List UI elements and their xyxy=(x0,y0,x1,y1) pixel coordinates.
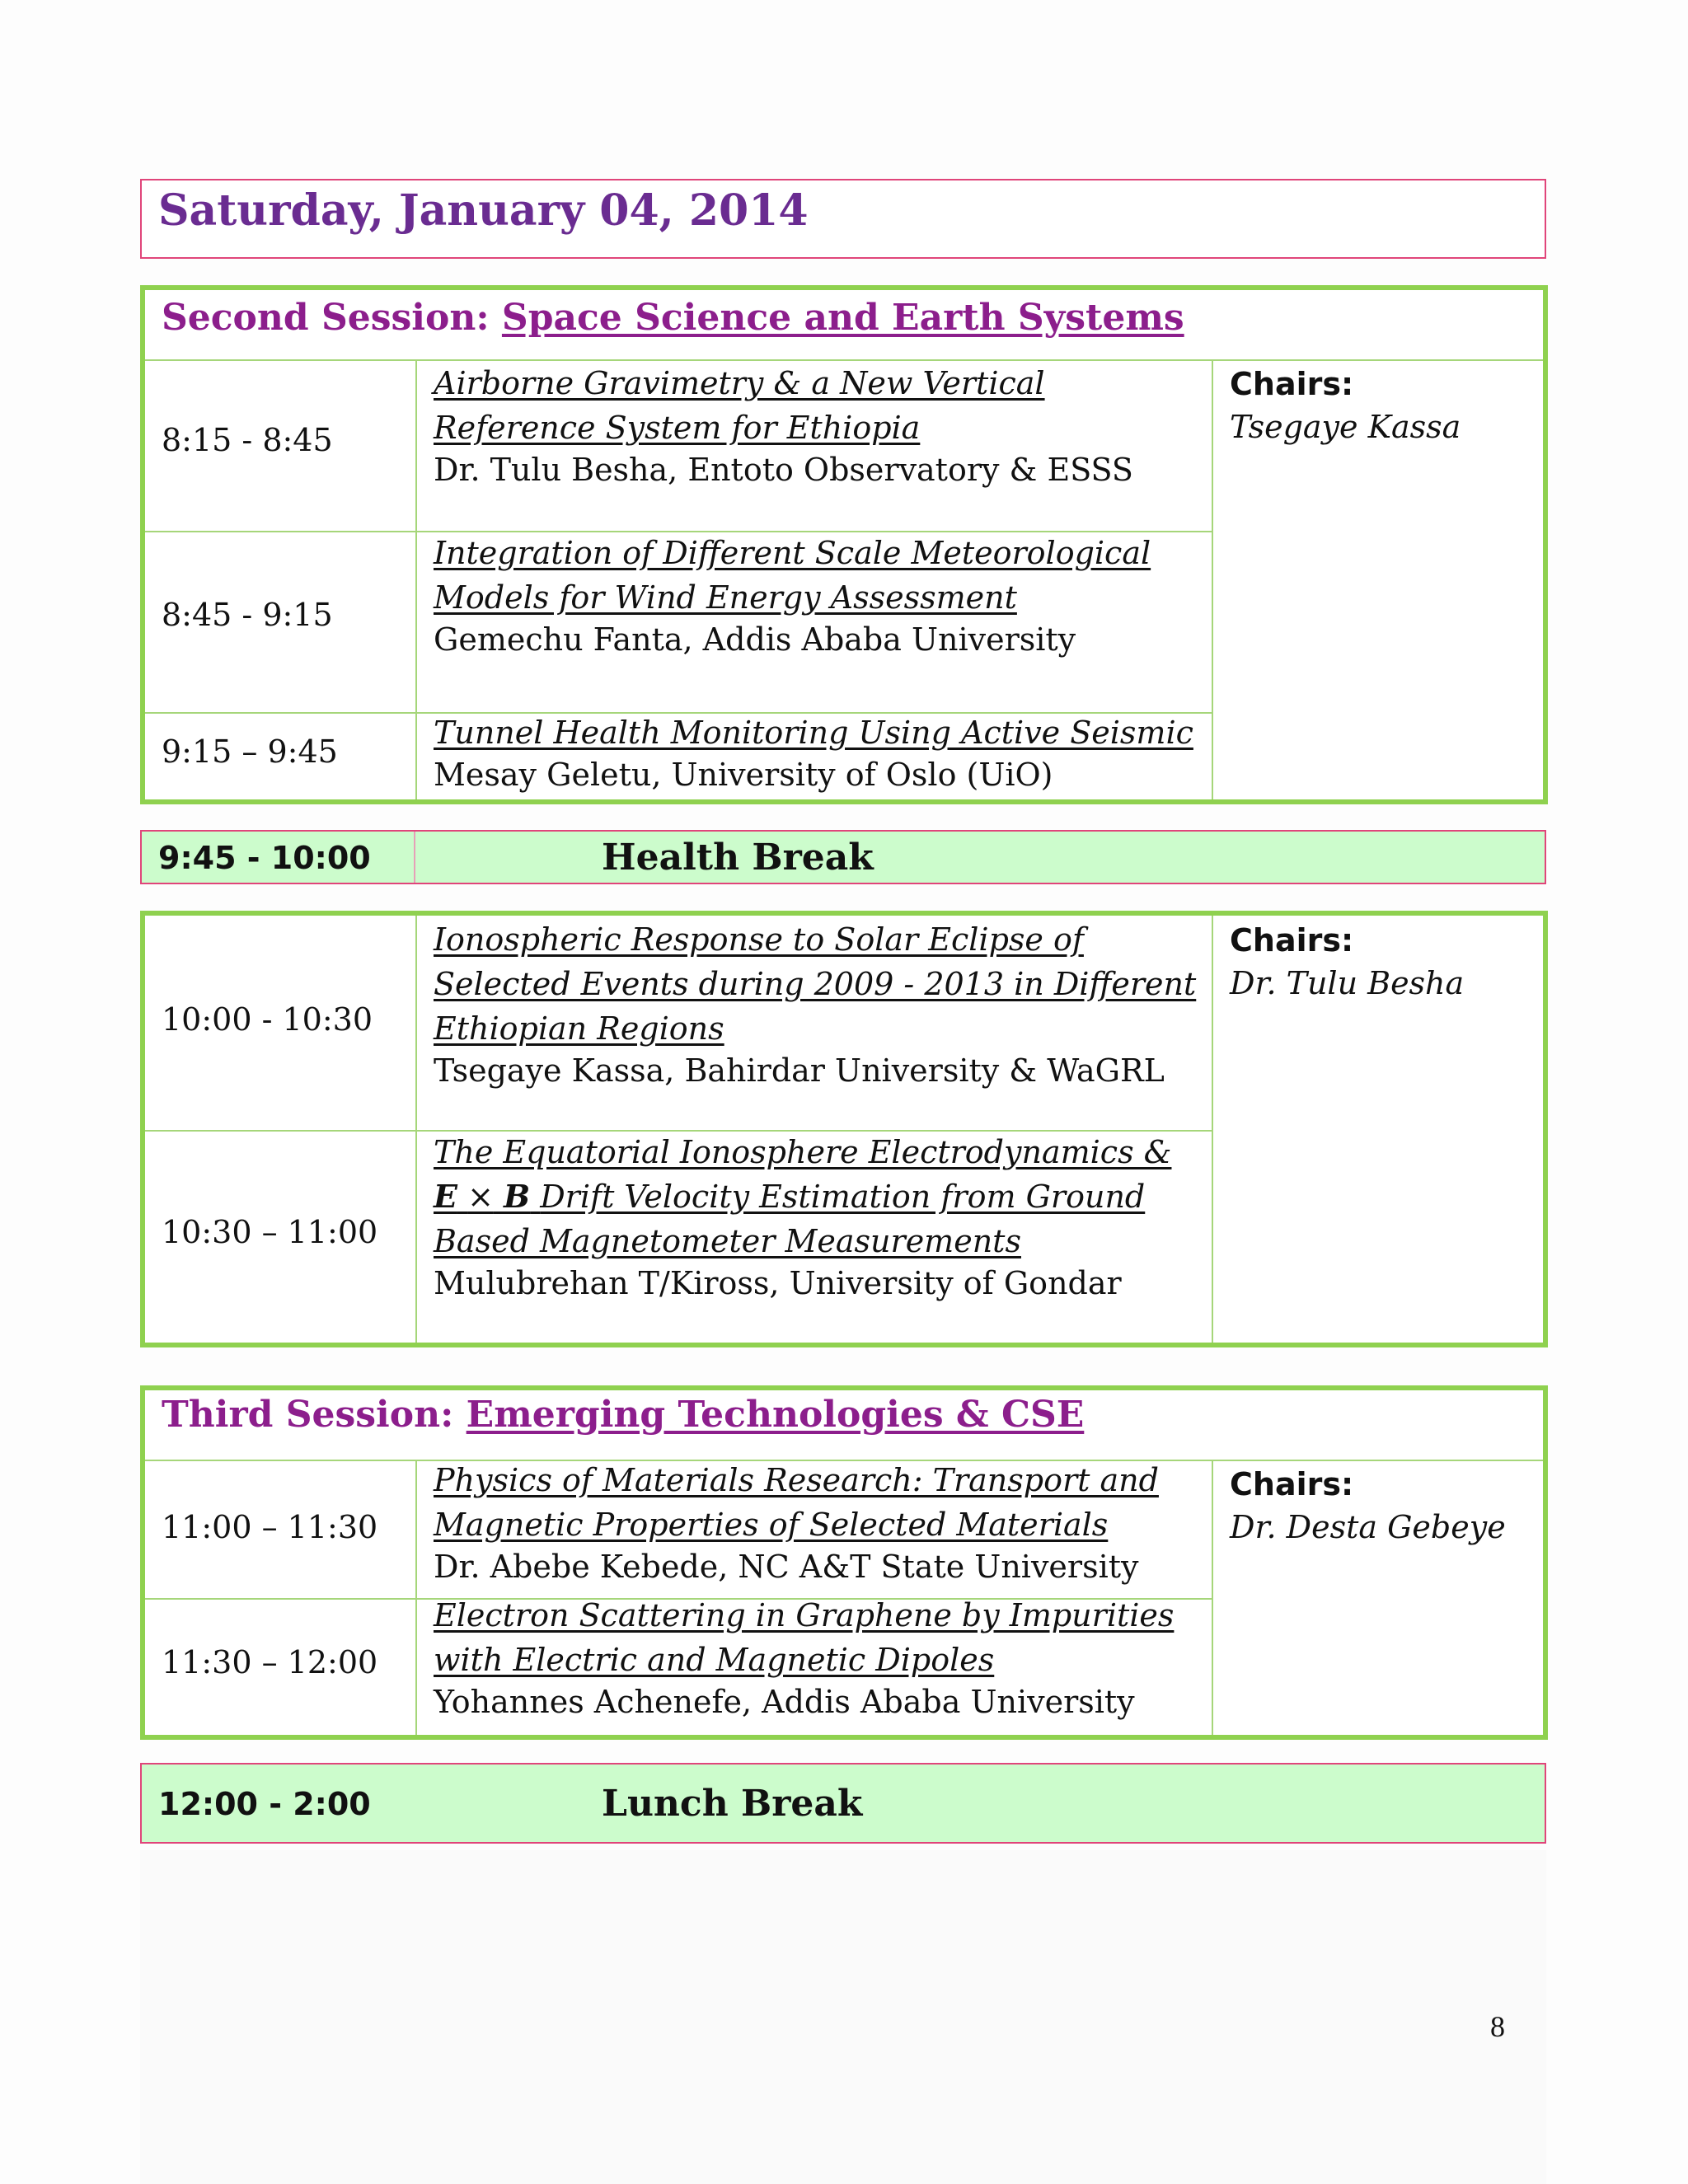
talk-author: Mesay Geletu, University of Oslo (UiO) xyxy=(434,757,1053,793)
column-divider xyxy=(1212,916,1213,1343)
talk-title-line: Ionospheric Response to Solar Eclipse of xyxy=(434,921,1084,958)
column-divider xyxy=(1212,1460,1213,1735)
talk-time: 10:00 - 10:30 xyxy=(162,1001,373,1038)
talk-title-line: Electron Scattering in Graphene by Impurities xyxy=(434,1597,1175,1633)
talk-time: 8:45 - 9:15 xyxy=(162,597,333,633)
break-divider xyxy=(414,832,415,883)
session-second-heading xyxy=(162,297,1184,339)
chairs-name: Tsegaye Kassa xyxy=(1230,409,1461,445)
talk-title xyxy=(434,531,1151,620)
talk-title-line: The Equatorial Ionosphere Electrodynamics & xyxy=(434,1134,1172,1170)
chairs-label: Chairs: xyxy=(1230,366,1354,402)
talk-title-line: Physics of Materials Research: Transport and xyxy=(434,1462,1159,1498)
vector-b: B xyxy=(504,1178,531,1215)
talk-time: 11:30 – 12:00 xyxy=(162,1644,378,1680)
talk-title-line: Magnetic Properties of Selected Materials xyxy=(434,1507,1109,1543)
vector-e: E xyxy=(434,1178,457,1215)
talk-title-line: Models for Wind Energy Assessment xyxy=(434,579,1017,616)
session-third xyxy=(140,1385,1548,1740)
talk-time: 9:15 – 9:45 xyxy=(162,733,338,770)
date-header-box xyxy=(140,179,1546,259)
talk-time: 11:00 – 11:30 xyxy=(162,1509,378,1545)
talk-title-text: Drift Velocity Estimation from Ground xyxy=(540,1179,1146,1215)
talk-author: Tsegaye Kassa, Bahirdar University & WaGRL xyxy=(434,1052,1165,1089)
talk-title xyxy=(434,710,1193,755)
talk-title xyxy=(434,1458,1159,1547)
lunch-break-row xyxy=(140,1763,1546,1844)
talk-title-line xyxy=(434,1174,1171,1219)
health-break-row xyxy=(140,830,1546,884)
break-time: 12:00 - 2:00 xyxy=(158,1786,371,1822)
cross-symbol: × xyxy=(467,1179,494,1215)
break-time: 9:45 - 10:00 xyxy=(158,840,371,876)
talk-time: 10:30 – 11:00 xyxy=(162,1214,378,1250)
talk-title xyxy=(434,361,1045,450)
chairs-label: Chairs: xyxy=(1230,1466,1354,1502)
session-third-heading xyxy=(162,1394,1084,1436)
talk-title xyxy=(434,1593,1174,1682)
date-heading: Saturday, January 04, 2014 xyxy=(158,185,809,236)
talk-title xyxy=(434,1130,1171,1263)
talk-title-line: with Electric and Magnetic Dipoles xyxy=(434,1642,995,1678)
page-bottom-tint xyxy=(140,1850,1546,2184)
column-divider xyxy=(415,359,417,799)
column-divider xyxy=(1212,359,1213,799)
chairs-label: Chairs: xyxy=(1230,922,1354,958)
talk-title-line: Airborne Gravimetry & a New Vertical xyxy=(434,365,1045,401)
session-topic: Space Science and Earth Systems xyxy=(501,297,1184,339)
break-label: Lunch Break xyxy=(602,1783,863,1825)
talk-author: Yohannes Achenefe, Addis Ababa University xyxy=(434,1684,1135,1720)
talk-title-line: Ethiopian Regions xyxy=(434,1010,724,1047)
talk-author: Dr. Tulu Besha, Entoto Observatory & ESSS xyxy=(434,452,1133,488)
talk-author: Gemechu Fanta, Addis Ababa University xyxy=(434,621,1076,658)
page-number: 8 xyxy=(1490,2010,1505,2043)
session-topic: Emerging Technologies & CSE xyxy=(466,1394,1085,1436)
session-second xyxy=(140,285,1548,804)
talk-title-line: Tunnel Health Monitoring Using Active Seismic xyxy=(434,715,1193,751)
session-label: Second Session: xyxy=(162,297,490,339)
talk-author: Mulubrehan T/Kiross, University of Gondar xyxy=(434,1265,1122,1301)
talk-title-line: Based Magnetometer Measurements xyxy=(434,1223,1021,1259)
break-label: Health Break xyxy=(602,837,874,879)
talk-title xyxy=(434,917,1196,1051)
talk-time: 8:15 - 8:45 xyxy=(162,422,333,458)
talk-title-line: Reference System for Ethiopia xyxy=(434,410,921,446)
column-divider xyxy=(415,1460,417,1735)
talk-title-line: Integration of Different Scale Meteorological xyxy=(434,535,1151,571)
talk-author: Dr. Abebe Kebede, NC A&T State University xyxy=(434,1549,1139,1585)
chairs-name: Dr. Desta Gebeye xyxy=(1230,1509,1506,1545)
session-label: Third Session: xyxy=(162,1394,454,1436)
column-divider xyxy=(415,916,417,1343)
chairs-name: Dr. Tulu Besha xyxy=(1230,965,1465,1001)
session-second-continued xyxy=(140,911,1548,1347)
talk-title-line: Selected Events during 2009 - 2013 in Different xyxy=(434,966,1197,1002)
